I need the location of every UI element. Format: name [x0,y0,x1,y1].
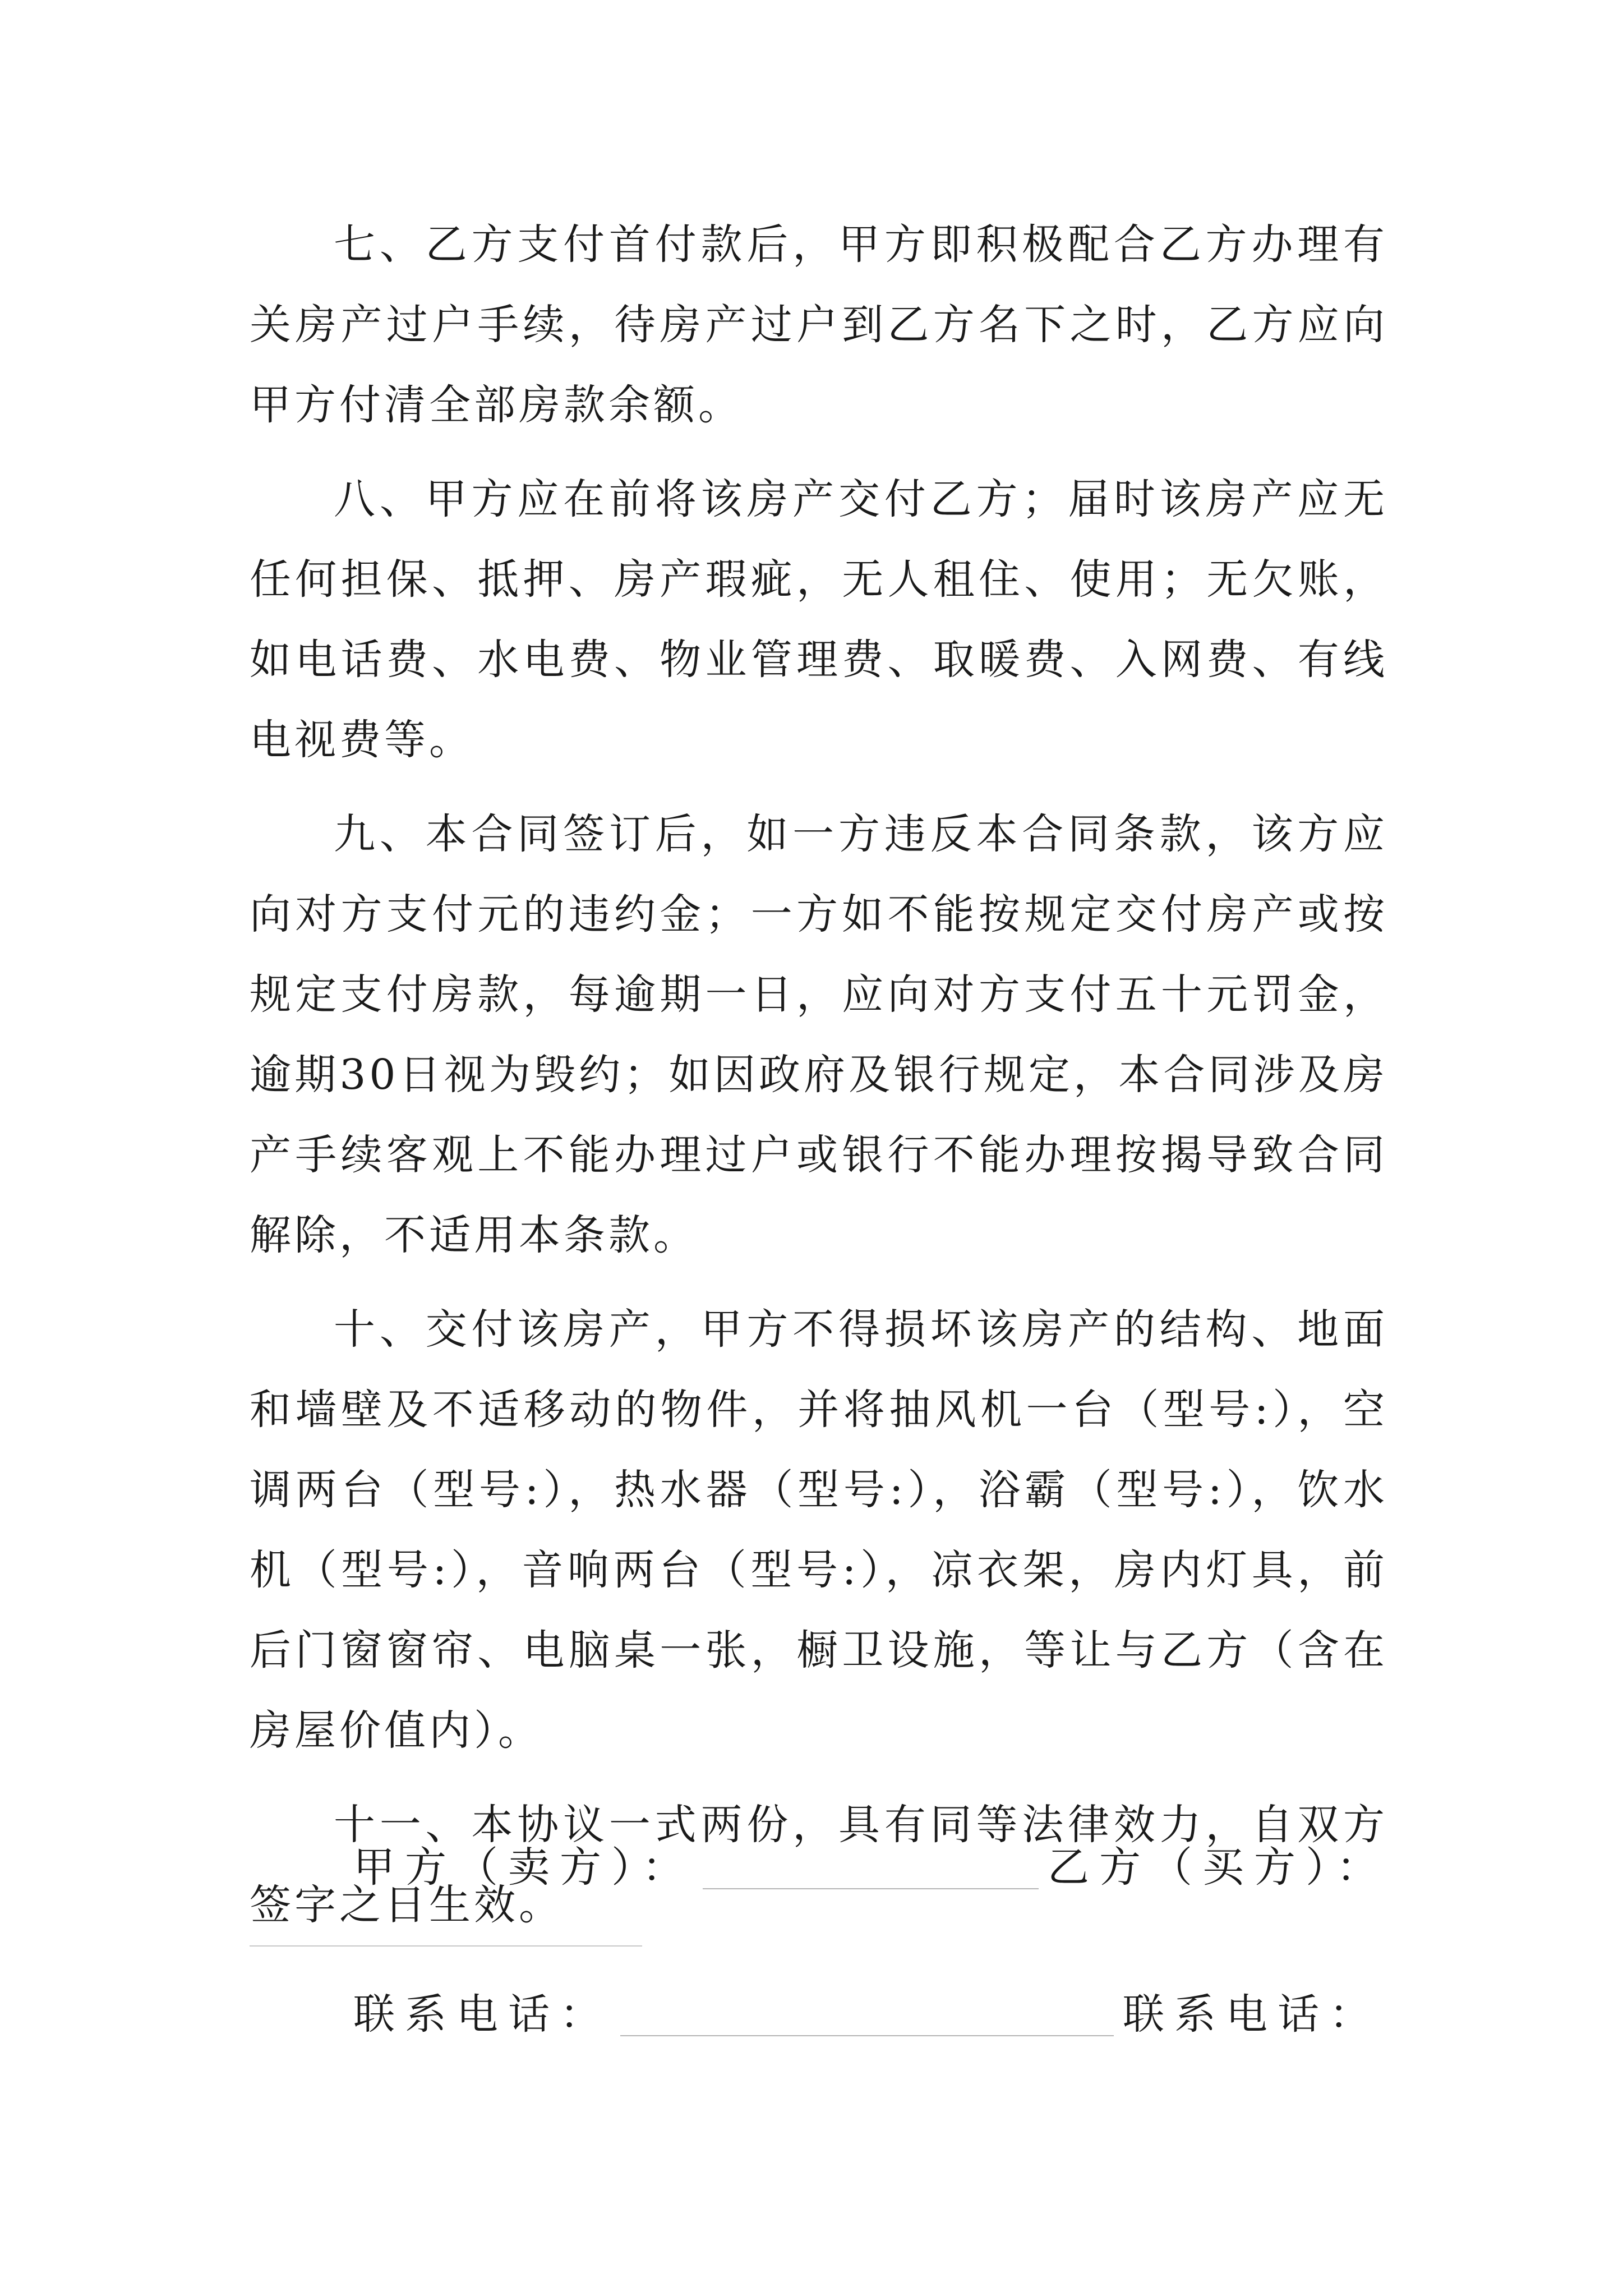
phone-a-label: 联系电话： [353,1990,611,2039]
signature-row [250,1834,1388,1894]
phone-b-label: 联系电话： [1123,1990,1381,2039]
party-a-signature-blank [703,1855,1039,1889]
party-a-label: 甲方（卖方）： [353,1843,694,1892]
clause-10: 十、交付该房产，甲方不得损坏该房产的结构、地面和墙壁及不适移动的物件，并将抽风机一台（型号:），空调两台（型号:），热水器（型号:），浴霸（型号:），饮水机（型号:），音响两台（型号:），凉衣架，房内灯具，前后门窗窗帘、电脑桌一张，橱卫设施，等让与乙方（含在房屋价值内）。 [250,1305,1388,1755]
contract-body [250,205,1388,1959]
clause-7: 七、乙方支付首付款后，甲方即积极配合乙方办理有关房产过户手续，待房产过户到乙方名下之时，乙方应向甲方付清全部房款余额。 [250,220,1388,429]
phone-a-blank [620,2001,1114,2036]
clause-8: 八、甲方应在前将该房产交付乙方；届时该房产应无任何担保、抵押、房产瑕疵，无人租住、使用；无欠账，如电话费、水电费、物业管理费、取暖费、入网费、有线电视费等。 [250,475,1388,764]
clause-9: 九、本合同签订后，如一方违反本合同条款，该方应向对方支付元的违约金；一方如不能按规定交付房产或按规定支付房款，每逾期一日，应向对方支付五十元罚金，逾期30日视为毁约；如因政府及银行规定，本合同涉及房产手续客观上不能办理过户或银行不能办理按揭导致合同解除，不适用本条款。 [250,810,1388,1259]
clause-11: 十一、本协议一式两份，具有同等法律效力，自双方签字之日生效。 [250,1801,1388,1929]
party-b-label: 乙方（买方）： [1048,1843,1388,1892]
party-b-signature-blank [250,1945,642,1947]
phone-row [250,1981,1388,2041]
